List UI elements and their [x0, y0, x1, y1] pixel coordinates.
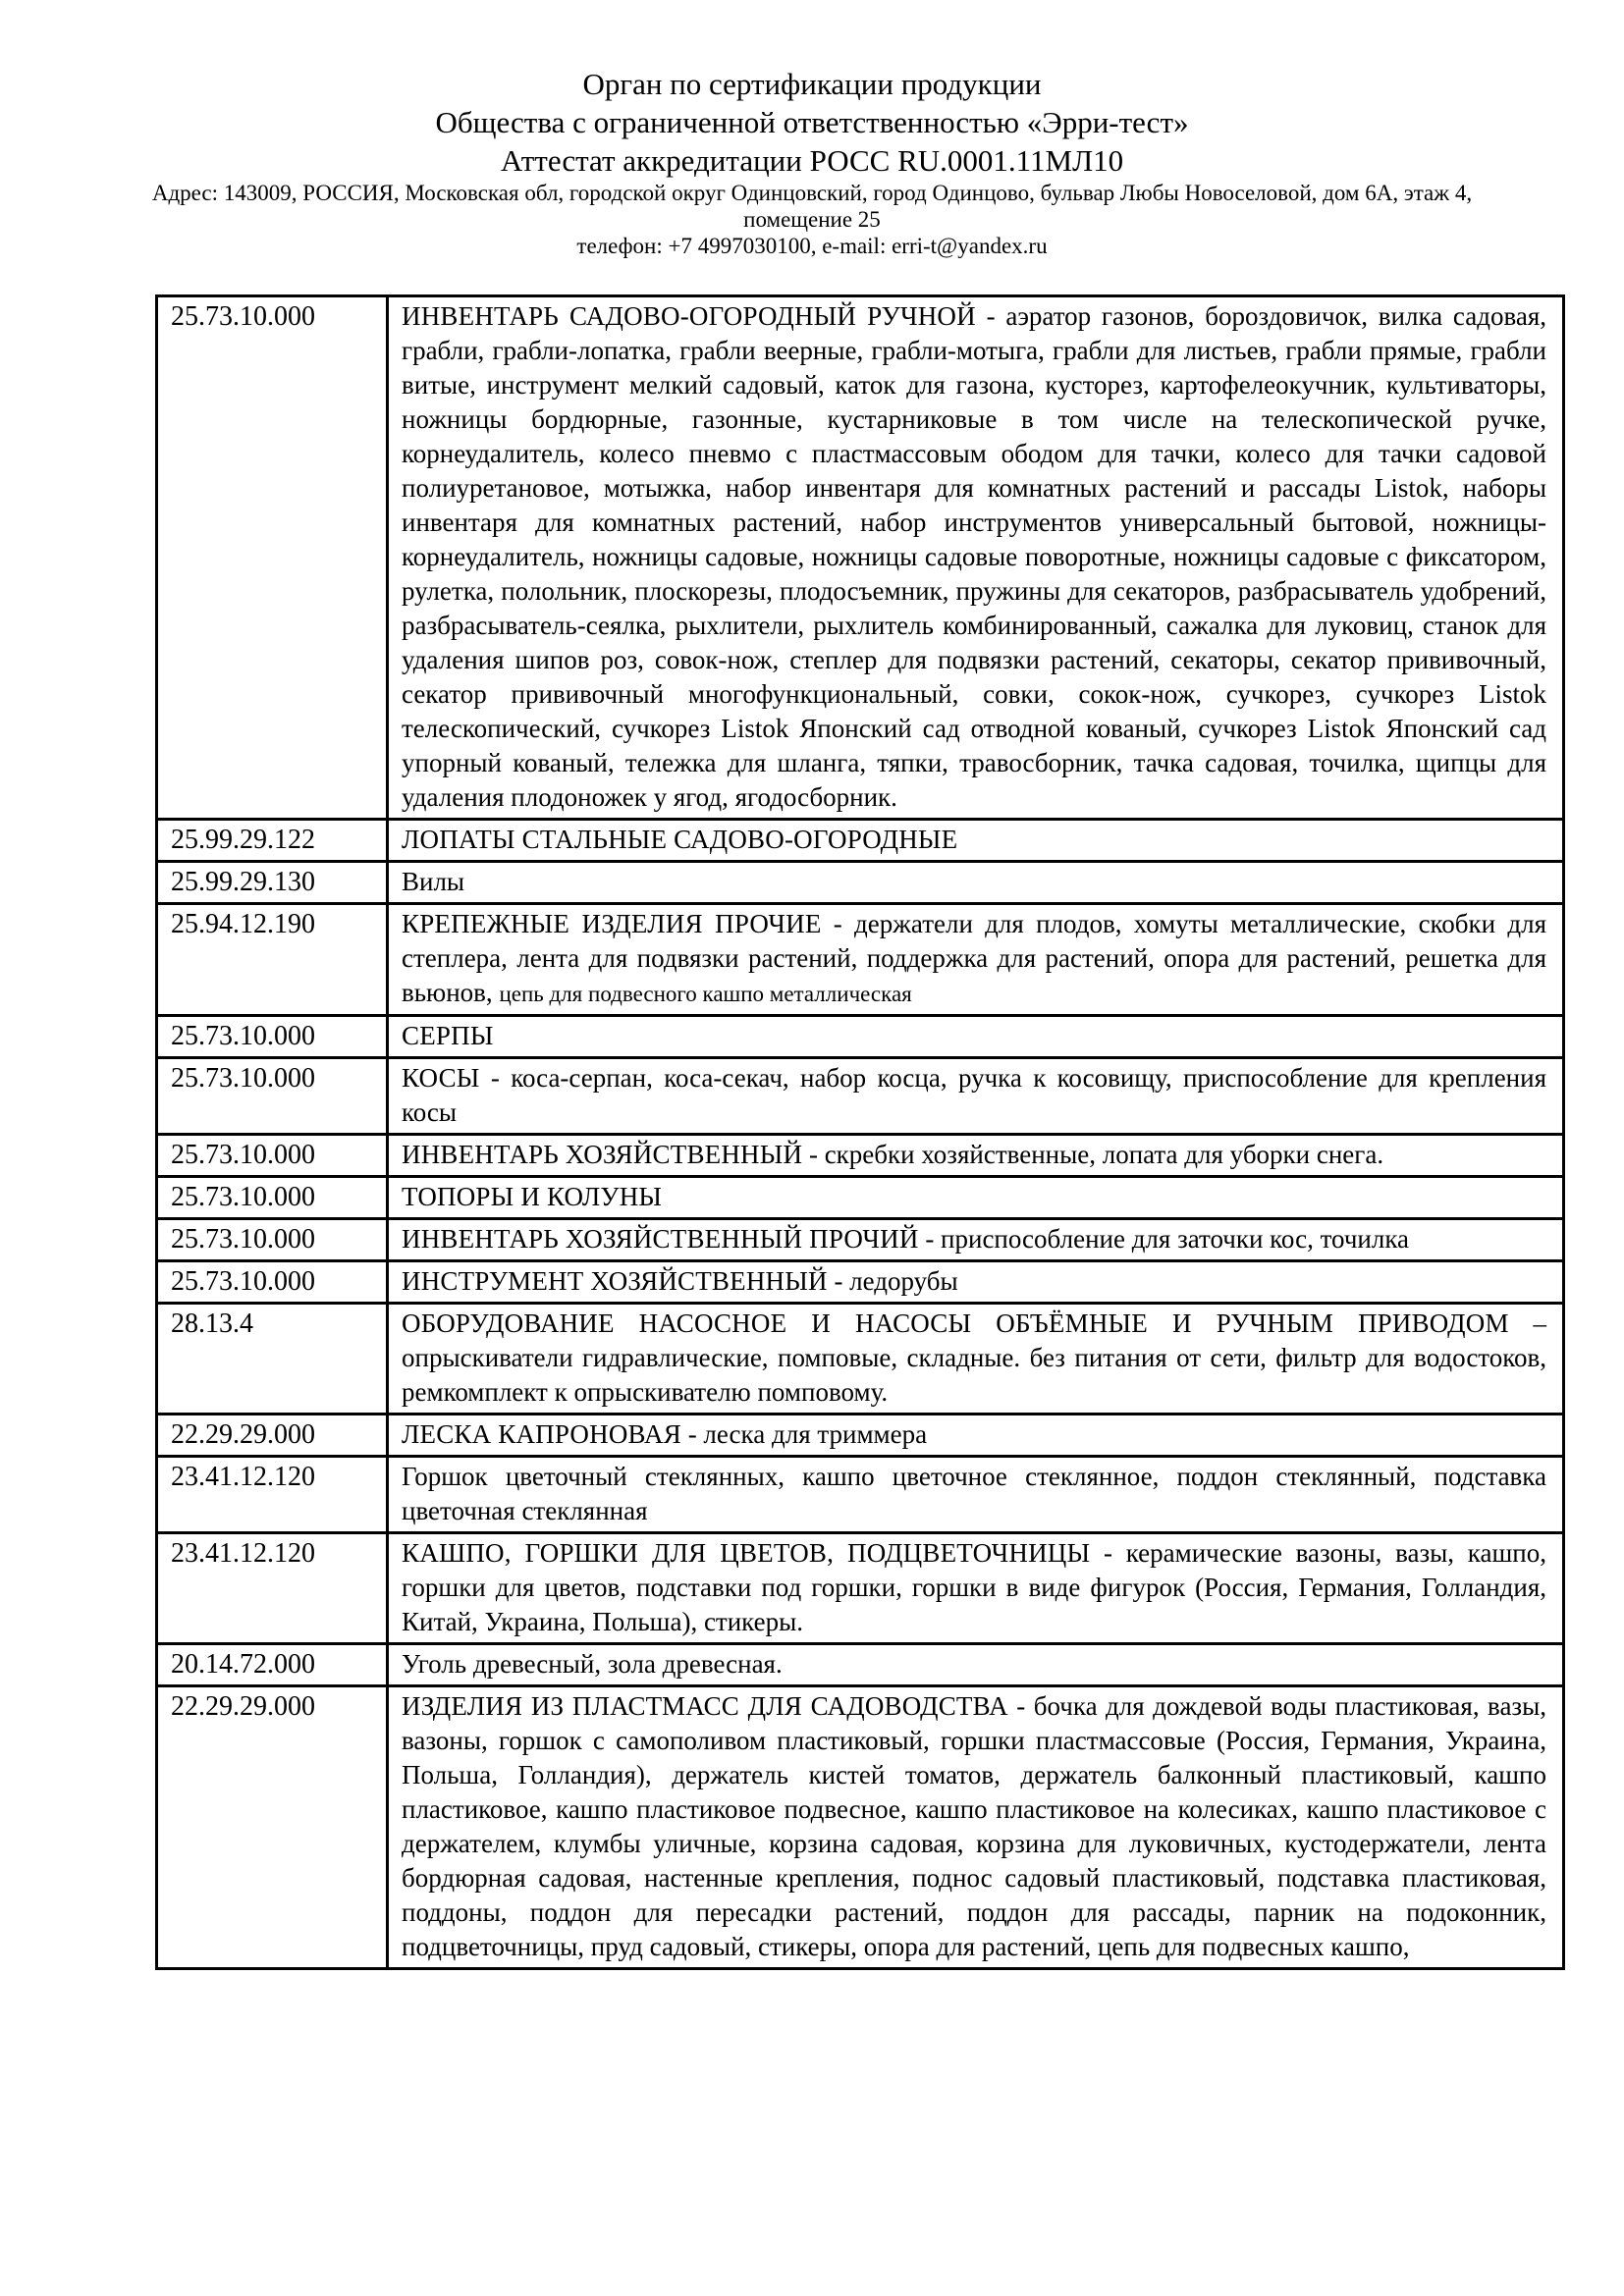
table-row [157, 1686, 1564, 1969]
table-row [157, 1304, 1564, 1415]
product-description-cell [388, 1304, 1564, 1415]
org-contact: телефон: +7 4997030100, e-mail: erri-t@yandex.ru [576, 234, 1048, 258]
table-row [157, 1415, 1564, 1457]
description-text: - держатели для плодов, хомуты металлические, скобки для степлера, лента для подвязки растений, поддержка для растений, опора для растений, решетка для вьюнов, [402, 909, 1546, 1007]
org-title-line-2: Общества с ограниченной ответственностью «Эрри-тест» [435, 105, 1189, 139]
category-heading: КАШПО, ГОРШКИ ДЛЯ ЦВЕТОВ, ПОДЦВЕТОЧНИЦЫ [402, 1538, 1091, 1568]
product-description-cell [388, 904, 1564, 1016]
table-row [157, 1016, 1564, 1058]
product-code-cell: 23.41.12.120 [157, 1533, 388, 1644]
table-row [157, 1219, 1564, 1261]
table-row [157, 1644, 1564, 1686]
product-code-cell: 25.73.10.000 [157, 296, 388, 820]
description-text: Вилы [402, 867, 465, 896]
description-text: Горшок цветочный стеклянных, кашпо цветочное стеклянное, поддон стеклянный, подставка цветочная стеклянная [402, 1462, 1546, 1525]
category-heading: ИНВЕНТАРЬ ХОЗЯЙСТВЕННЫЙ ПРОЧИЙ [402, 1224, 919, 1254]
product-description-cell [388, 862, 1564, 904]
category-heading: ОБОРУДОВАНИЕ НАСОСНОЕ И НАСОСЫ ОБЪЁМНЫЕ И РУЧНЫМ ПРИВОДОМ [402, 1308, 1509, 1338]
product-code-cell: 25.73.10.000 [157, 1261, 388, 1304]
product-description-cell [388, 1644, 1564, 1686]
product-description-cell [388, 1016, 1564, 1058]
table-row [157, 820, 1564, 862]
description-text: - приспособление для заточки кос, точилка [918, 1224, 1410, 1254]
table-row [157, 296, 1564, 820]
table-row [157, 1457, 1564, 1533]
description-text: Уголь древесный, зола древесная. [402, 1649, 783, 1679]
description-text: - бочка для дождевой воды пластиковая, вазы, вазоны, горшок с самополивом пластиковый, горшки пластмассовые (Россия, Германия, Украина, Польша, Голландия), держатель кистей томатов, держатель балконный пластиковый, кашпо пластиковое, кашпо пластиковое подвесное, кашпо пластиковое на колесиках, кашпо пластиковое с держателем, клумбы уличные, корзина садовая, корзина для луковичных, кустодержатели, лента бордюрная садовая, настенные крепления, поднос садовый пластиковый, подставка пластиковая, поддоны, поддон для пересадки растений, поддон для рассады, парник на подоконник, подцветочницы, пруд садовый, стикеры, опора для растений, цепь для подвесных кашпо, [402, 1691, 1546, 1961]
product-code-cell: 28.13.4 [157, 1304, 388, 1415]
product-code-cell: 25.99.29.130 [157, 862, 388, 904]
product-code-cell: 25.73.10.000 [157, 1016, 388, 1058]
product-code-cell: 25.73.10.000 [157, 1177, 388, 1219]
description-text: - скребки хозяйственные, лопата для уборки снега. [802, 1140, 1384, 1169]
document-header [0, 0, 1624, 259]
category-heading: КОСЫ [402, 1063, 480, 1093]
product-description-cell [388, 1686, 1564, 1969]
org-title-line-1: Орган по сертификации продукции [582, 67, 1042, 101]
product-description-cell [388, 820, 1564, 862]
category-heading: ИНВЕНТАРЬ ХОЗЯЙСТВЕННЫЙ [402, 1140, 803, 1169]
description-text-small: цепь для подвесного кашпо металлическая [499, 982, 912, 1006]
table-row [157, 862, 1564, 904]
product-description-cell [388, 1219, 1564, 1261]
category-heading: ИНВЕНТАРЬ САДОВО-ОГОРОДНЫЙ РУЧНОЙ [402, 301, 976, 331]
category-heading: СЕРПЫ [402, 1021, 494, 1050]
description-text: - керамические вазоны, вазы, кашпо, горшки для цветов, подставки под горшки, горшки в виде фигурок (Россия, Германия, Голландия, Китай, Украина, Польша), стикеры. [402, 1538, 1546, 1636]
product-code-cell: 25.73.10.000 [157, 1058, 388, 1135]
description-text: - ледорубы [827, 1266, 958, 1296]
description-text: - аэратор газонов, бороздовичок, вилка садовая, грабли, грабли-лопатка, грабли веерные, грабли-мотыга, грабли для листьев, грабли прямые, грабли витые, инструмент мелкий садовый, каток для газона, кусторез, картофелеокучник, культиваторы, ножницы бордюрные, газонные, кустарниковые в том числе на телескопической ручке, корнеудалитель, колесо пневмо с пластмассовым ободом для тачки, колесо для тачки садовой полиуретановое, мотыжка, набор инвентаря для комнатных растений и рассады Listok, наборы инвентаря для комнатных растений, набор инструментов универсальный бытовой, ножницы-корнеудалитель, ножницы садовые, ножницы садовые поворотные, ножницы садовые с фиксатором, рулетка, полольник, плоскорезы, плодосъемник, пружины для секаторов, разбрасыватель удобрений, разбрасыватель-сеялка, рыхлители, рыхлитель комбинированный, сажалка для луковиц, станок для удаления шипов роз, совок-нож, степлер для подвязки растений, секаторы, секатор прививочный, секатор прививочный многофункциональный, совки, сокок-нож, сучкорез, сучкорез Listok телескопический, сучкорез Listok Японский сад отводной кованый, сучкорез Listok Японский сад упорный кованый, тележка для шланга, тяпки, травосборник, тачка садовая, точилка, щипцы для удаления плодоножек у ягод, ягодосборник. [402, 301, 1546, 812]
table-row [157, 904, 1564, 1016]
category-heading: ИНСТРУМЕНТ ХОЗЯЙСТВЕННЫЙ [402, 1266, 828, 1296]
category-heading: ЛЕСКА КАПРОНОВАЯ [402, 1419, 681, 1449]
description-text: - леска для триммера [680, 1419, 928, 1449]
category-heading: ТОПОРЫ И КОЛУНЫ [402, 1182, 663, 1211]
table-row [157, 1058, 1564, 1135]
table-row [157, 1261, 1564, 1304]
category-heading: КРЕПЕЖНЫЕ ИЗДЕЛИЯ ПРОЧИЕ [402, 909, 822, 938]
description-text: - коса-серпан, коса-секач, набор косца, ручка к косовищу, приспособление для крепления косы [402, 1063, 1546, 1127]
product-codes-table [155, 294, 1565, 1970]
product-description-cell [388, 1261, 1564, 1304]
product-description-cell [388, 1457, 1564, 1533]
category-heading: ИЗДЕЛИЯ ИЗ ПЛАСТМАСС ДЛЯ САДОВОДСТВА [402, 1691, 1008, 1721]
product-codes-table-body [157, 296, 1564, 1969]
table-row [157, 1533, 1564, 1644]
table-row [157, 1135, 1564, 1177]
product-code-cell: 23.41.12.120 [157, 1457, 388, 1533]
product-description-cell [388, 296, 1564, 820]
org-address: Адрес: 143009, РОССИЯ, Московская обл, городской округ Одинцовский, город Одинцово, бульвар Любы Новоселовой, дом 6А, этаж 4, помещение 25 [151, 181, 1473, 232]
product-description-cell [388, 1415, 1564, 1457]
product-description-cell [388, 1058, 1564, 1135]
accreditation-attestation: Аттестат аккредитации РОСС RU.0001.11МЛ10 [500, 143, 1124, 178]
table-row [157, 1177, 1564, 1219]
product-description-cell [388, 1533, 1564, 1644]
product-description-cell [388, 1177, 1564, 1219]
description-text: – опрыскиватели гидравлические, помповые, складные. без питания от сети, фильтр для водостоков, ремкомплект к опрыскивателю помповому. [402, 1308, 1547, 1407]
product-code-cell: 22.29.29.000 [157, 1415, 388, 1457]
category-heading: ЛОПАТЫ СТАЛЬНЫЕ САДОВО-ОГОРОДНЫЕ [402, 825, 958, 854]
product-description-cell [388, 1135, 1564, 1177]
product-code-cell: 25.94.12.190 [157, 904, 388, 1016]
product-code-cell: 20.14.72.000 [157, 1644, 388, 1686]
product-code-cell: 25.73.10.000 [157, 1219, 388, 1261]
product-code-cell: 22.29.29.000 [157, 1686, 388, 1969]
product-code-cell: 25.73.10.000 [157, 1135, 388, 1177]
product-code-cell: 25.99.29.122 [157, 820, 388, 862]
